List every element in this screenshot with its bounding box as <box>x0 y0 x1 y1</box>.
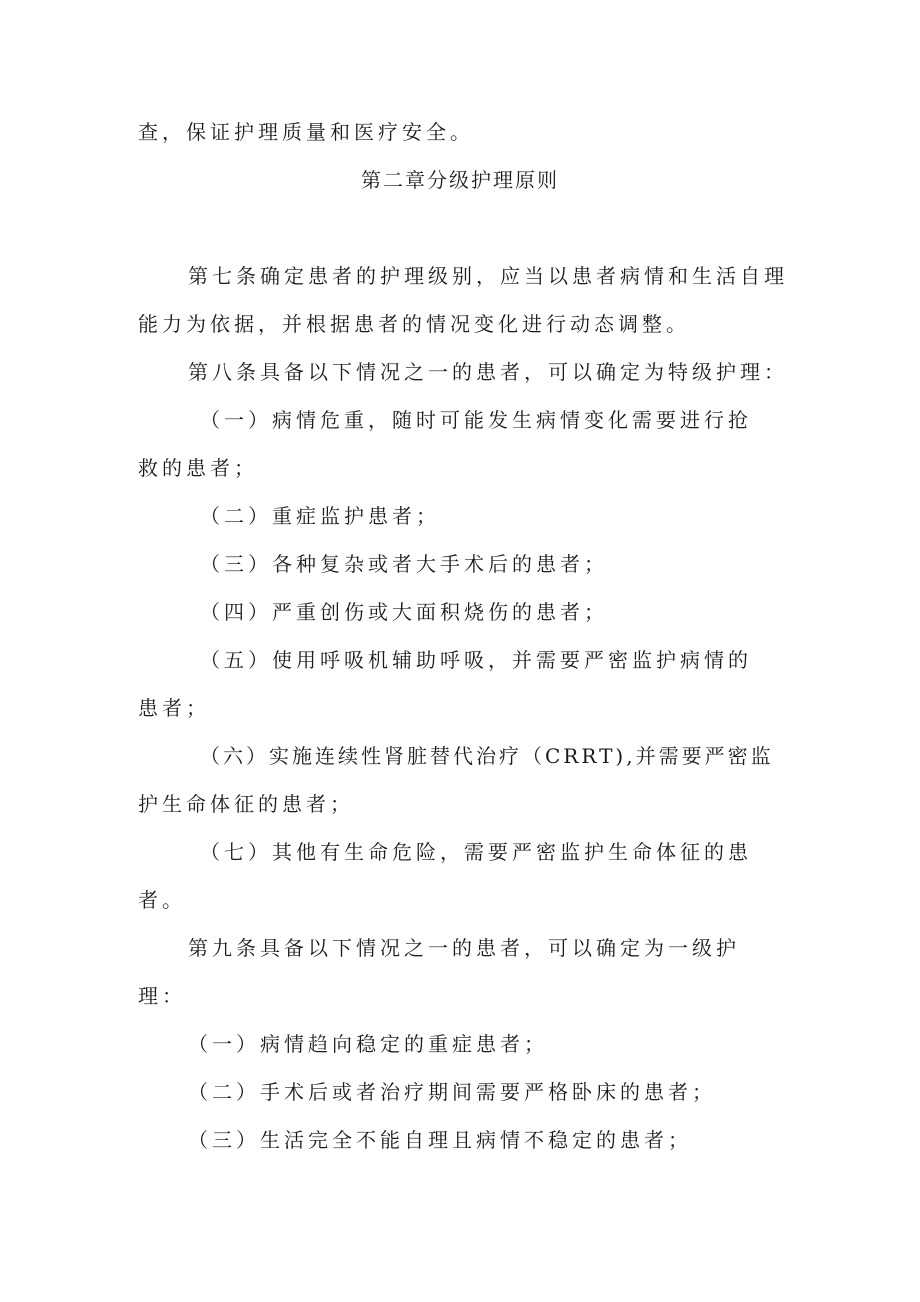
intro-line: 查，保证护理质量和医疗安全。 <box>138 120 474 144</box>
article8-item4: （四）严重创伤或大面积烧伤的患者； <box>200 600 608 624</box>
article8-item5-line2: 患者； <box>138 696 210 720</box>
chapter-title: 第二章分级护理原则 <box>361 168 559 192</box>
article8-lead: 第八条具备以下情况之一的患者，可以确定为特级护理： <box>188 360 788 384</box>
article7-line1: 第七条确定患者的护理级别，应当以患者病情和生活自理 <box>188 264 788 288</box>
article8-item5-line1: （五）使用呼吸机辅助呼吸，并需要严密监护病情的 <box>200 648 752 672</box>
article8-item2: （二）重症监护患者； <box>200 504 440 528</box>
article9-line1: 第九条具备以下情况之一的患者，可以确定为一级护 <box>188 936 740 960</box>
article9-item1: （一）病情趋向稳定的重症患者； <box>188 1032 548 1056</box>
article8-item6-line1: （六）实施连续性肾脏替代治疗（CRRT),并需要严密监 <box>200 744 774 768</box>
article9-item2: （二）手术后或者治疗期间需要严格卧床的患者； <box>188 1080 716 1104</box>
article8-item7-line1: （七）其他有生命危险，需要严密监护生命体征的患 <box>200 840 752 864</box>
article8-item7-line2: 者。 <box>138 888 186 912</box>
article8-item1-line2: 救的患者； <box>138 456 258 480</box>
article8-item6-line2: 护生命体征的患者； <box>138 792 354 816</box>
article8-item1-line1: （一）病情危重，随时可能发生病情变化需要进行抢 <box>200 408 752 432</box>
article9-line2: 理： <box>138 984 186 1008</box>
article8-item3: （三）各种复杂或者大手术后的患者； <box>200 552 608 576</box>
article9-item3: （三）生活完全不能自理且病情不稳定的患者； <box>188 1128 692 1152</box>
article7-line2: 能力为依据，并根据患者的情况变化进行动态调整。 <box>138 312 690 336</box>
